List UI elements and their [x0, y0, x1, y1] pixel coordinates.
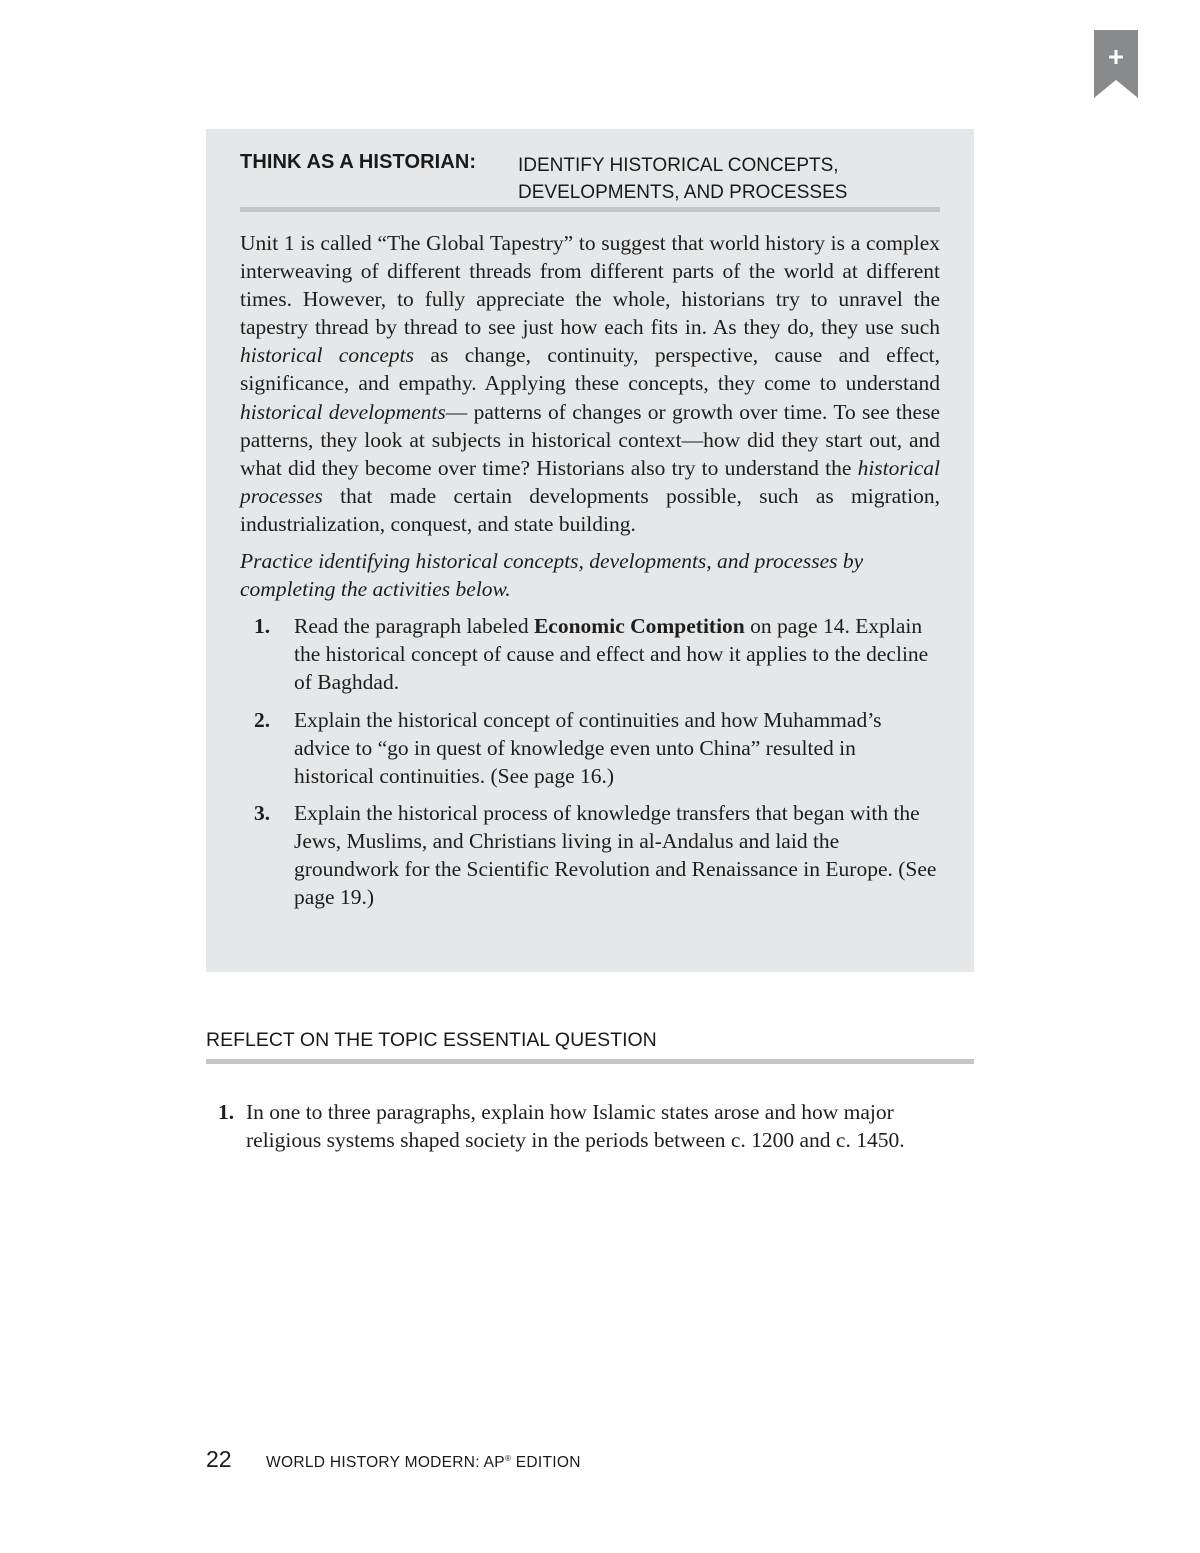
activity-text: Explain the historical concept of continuities and how Muhammad’s advice to “go in quest of knowledge even unto China” resulted in historical continuities. (See page 16.) — [294, 707, 882, 788]
intro-text-4: that made certain developments possible, such as migration, industrialization, conquest, and state building. — [240, 483, 940, 536]
page-number: 22 — [206, 1446, 232, 1472]
activity-number: 2. — [254, 707, 271, 732]
box-subtitle-line2: DEVELOPMENTS, AND PROCESSES — [518, 182, 848, 203]
section-divider — [206, 1059, 974, 1064]
intro-term-concepts: historical concepts — [240, 343, 415, 368]
list-item — [254, 799, 940, 911]
intro-text-3: — patterns of changes or growth over time. To see these patterns, they look at subjects in historical context—how did they start out, and what did they become over time? Historians also try to understand the — [240, 399, 940, 480]
book-edition: EDITION — [511, 1454, 581, 1471]
box-subtitle-line1: IDENTIFY HISTORICAL CONCEPTS, — [518, 155, 839, 176]
activity-bold-term: Economic Competition — [533, 614, 745, 639]
activity-number: 1. — [254, 614, 271, 639]
intro-term-developments: historical developments — [240, 399, 446, 424]
box-subtitle — [518, 152, 847, 206]
header-divider — [240, 207, 940, 212]
section-title: REFLECT ON THE TOPIC ESSENTIAL QUESTION — [206, 1029, 657, 1051]
activity-list — [240, 612, 940, 911]
reflect-section — [206, 1026, 974, 1154]
activity-text: Explain the historical process of knowledge transfers that began with the Jews, Muslims, and Christians living in al-Andalus and laid the groundwork for the Scientific Revolution and Renaissance in Europe. (See page 19.) — [294, 800, 937, 910]
intro-term-processes: historical processes — [240, 455, 940, 508]
intro-text-2: as change, continuity, perspective, cause and effect, significance, and empathy. Applying these concepts, they come to understand — [240, 343, 941, 396]
intro-paragraph — [240, 229, 940, 538]
intro-text-1: Unit 1 is called “The Global Tapestry” to suggest that world history is a complex interweaving of different threads from different parts of the world at different times. However, to fully appreciate the whole, historians try to unravel the tapestry thread by thread to see just how each fits in. As they do, they use such — [240, 231, 940, 340]
bookmark-button[interactable] — [1094, 30, 1138, 98]
box-header — [240, 149, 940, 207]
activity-text: Read the paragraph labeled — [294, 614, 534, 639]
book-title — [266, 1454, 581, 1471]
list-item — [254, 706, 940, 790]
bookmark-plus-icon — [1094, 30, 1138, 98]
box-label: THINK AS A HISTORIAN: — [240, 151, 477, 173]
question-number: 1. — [218, 1100, 235, 1124]
page-footer — [206, 1446, 581, 1473]
question-text: In one to three paragraphs, explain how Islamic states arose and how major religious systems shaped society in the periods between c. 1200 and c. 1450. — [246, 1100, 905, 1153]
list-item — [254, 612, 940, 696]
activity-number: 3. — [254, 800, 271, 825]
registered-mark: ® — [504, 1453, 512, 1463]
question-item — [218, 1098, 974, 1154]
activity-text: on page 14. Explain the historical concept of cause and effect and how it applies to the decline of Baghdad. — [294, 614, 929, 695]
book-title-text: WORLD HISTORY MODERN: AP — [266, 1454, 505, 1471]
practice-instructions: Practice identifying historical concepts, developments, and processes by completing the activities below. — [240, 549, 864, 602]
think-as-historian-box — [206, 129, 974, 972]
